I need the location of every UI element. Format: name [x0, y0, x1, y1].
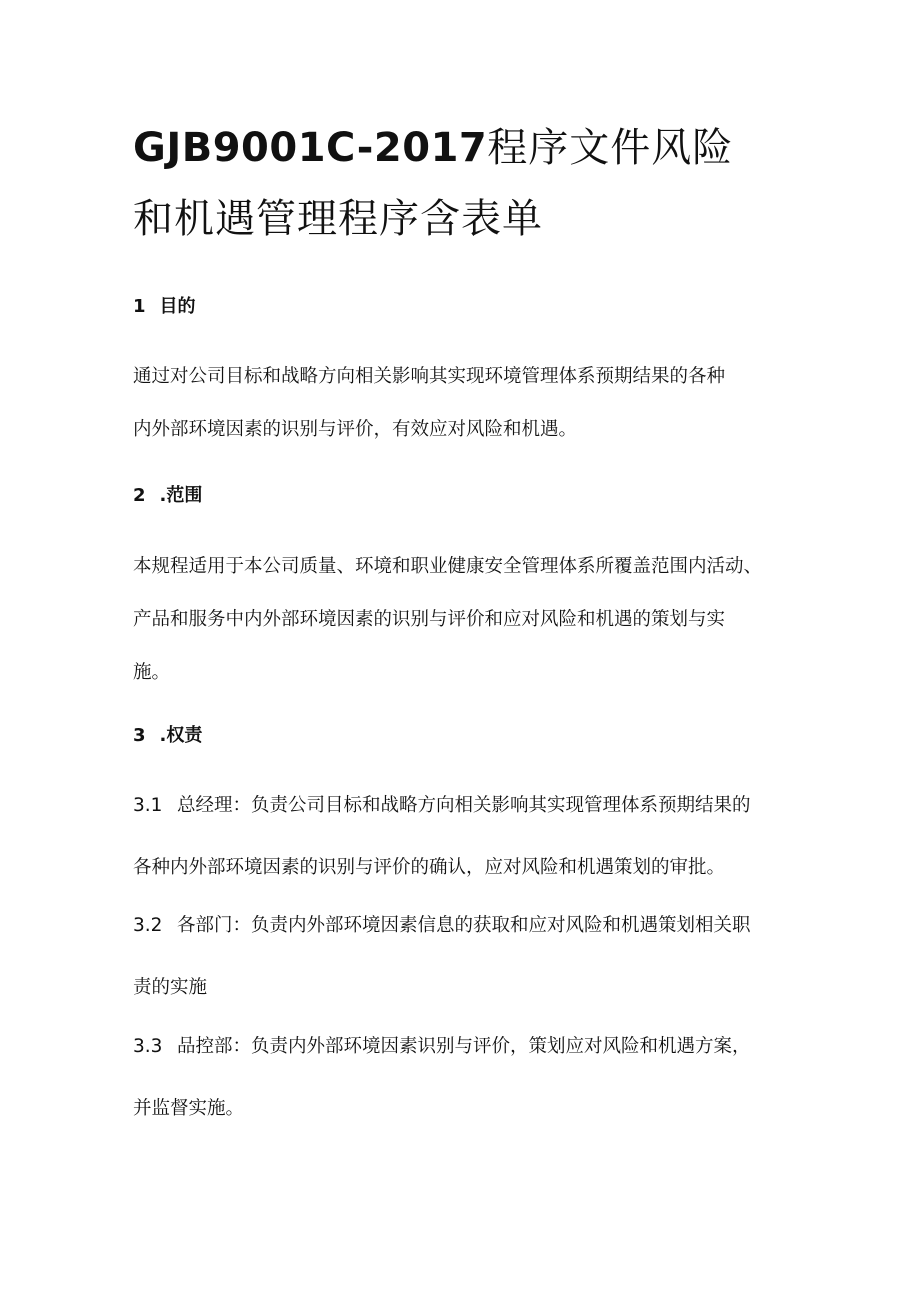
paragraph-line: 通过对公司目标和战略方向相关影响其实现环境管理体系预期结果的各种 [133, 366, 726, 387]
section-1-body [133, 350, 823, 456]
section-2-heading [133, 487, 202, 505]
subsection-number: 3.3 [133, 1036, 163, 1057]
paragraph-line: 产品和服务中内外部环境因素的识别与评价和应对风险和机遇的策划与实 [133, 609, 726, 630]
subsection-text: 品控部：负责内外部环境因素识别与评价，策划应对风险和机遇方案， [177, 1036, 751, 1057]
section-2-body [133, 540, 823, 699]
subsection-line: 并监督实施。 [133, 1098, 245, 1119]
subsection-3-2 [133, 895, 751, 1019]
section-number: 1 [133, 296, 146, 317]
section-title: 目的 [159, 296, 196, 317]
standard-code: GJB9001C-2017 [133, 125, 488, 171]
subsection-number: 3.1 [133, 795, 163, 816]
subsection-line: 各种内外部环境因素的识别与评价的确认，应对风险和机遇策划的审批。 [133, 857, 726, 878]
subsection-text: 总经理：负责公司目标和战略方向相关影响其实现管理体系预期结果的 [177, 795, 751, 816]
document-title-line-1 [133, 125, 734, 171]
section-title: .范围 [159, 485, 203, 506]
document-title-line-2: 和机遇管理程序含表单 [133, 196, 543, 242]
subsection-3-3 [133, 1016, 751, 1140]
section-title: .权责 [159, 725, 203, 746]
subsection-line [133, 1016, 751, 1078]
subsection-number: 3.2 [133, 915, 163, 936]
paragraph-line: 本规程适用于本公司质量、环境和职业健康安全管理体系所覆盖范围内活动、 [133, 556, 763, 577]
subsection-3-1 [133, 775, 751, 899]
subsection-text: 各部门：负责内外部环境因素信息的获取和应对风险和机遇策划相关职 [177, 915, 751, 936]
section-3-heading [133, 727, 202, 745]
paragraph-line: 施。 [133, 662, 171, 683]
section-number: 3 [133, 725, 146, 746]
title-text-1: 程序文件风险 [487, 125, 734, 171]
subsection-line: 责的实施 [133, 977, 208, 998]
paragraph-line: 内外部环境因素的识别与评价，有效应对风险和机遇。 [133, 419, 578, 440]
subsection-line [133, 895, 751, 957]
section-number: 2 [133, 485, 146, 506]
subsection-line [133, 775, 751, 837]
section-1-heading [133, 298, 196, 316]
